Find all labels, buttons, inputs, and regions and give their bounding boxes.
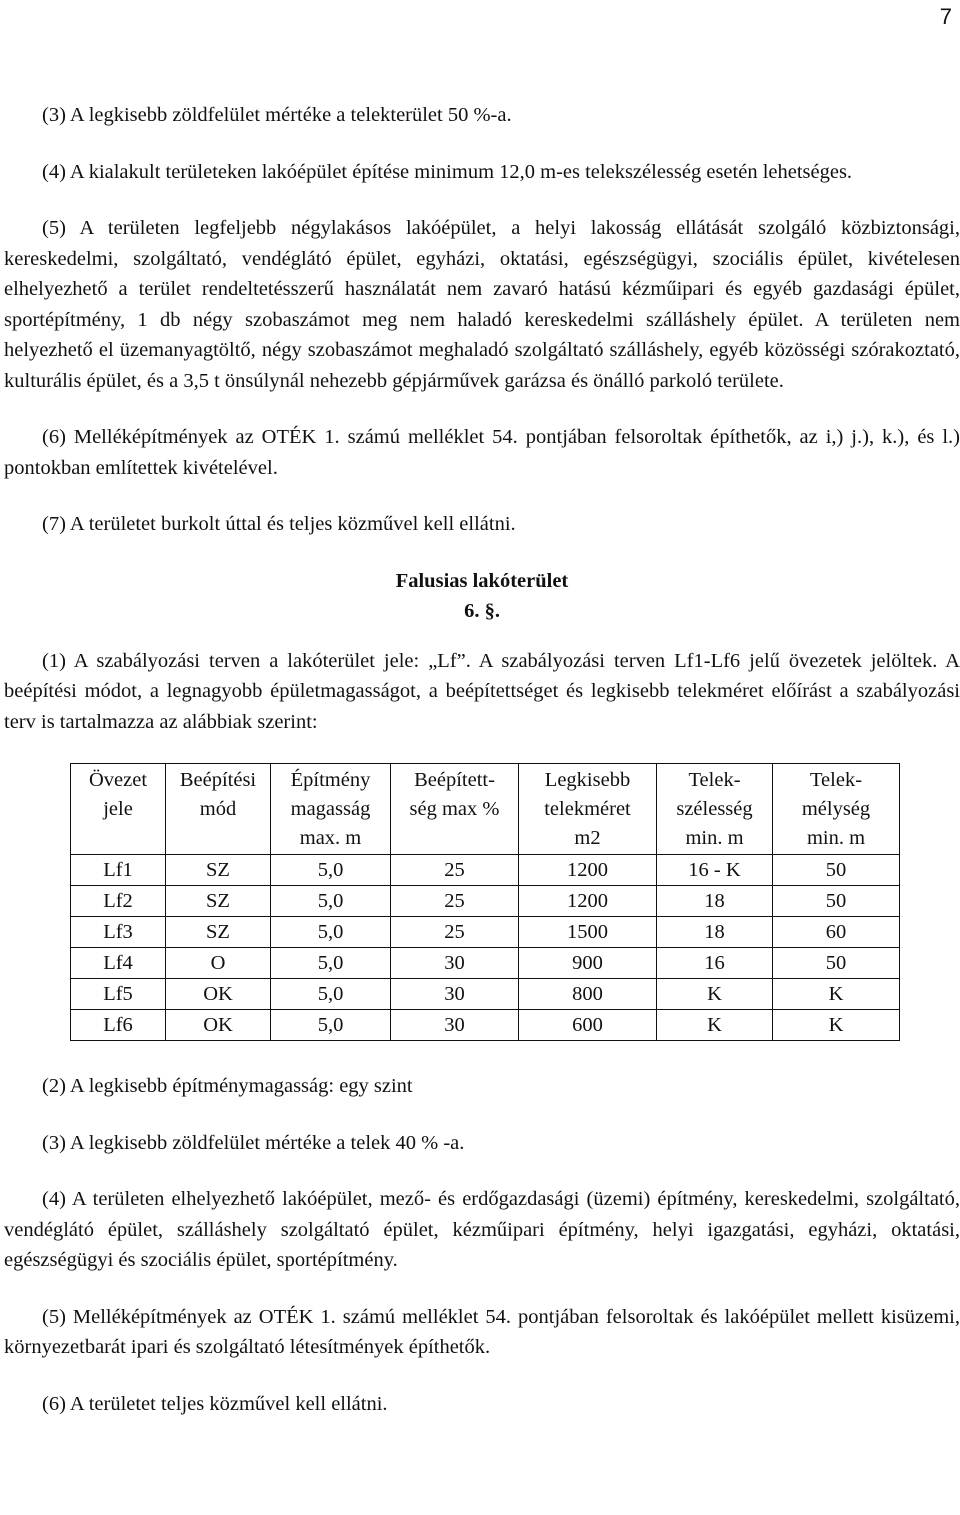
table-cell: SZ <box>166 917 271 948</box>
table-row <box>71 917 900 948</box>
paragraph-4-permitted-buildings: (4) A területen elhelyezhető lakóépület, mező- és erdőgazdasági (üzemi) építmény, kereskedelmi, szolgáltató, vendéglátó épület, szálláshely szolgáltató épület, kézműipari építmény, helyi igazgatási, egyházi, oktatási, egészségügyi és szociális épület, sportépítmény. <box>4 1188 960 1271</box>
table-cell: OK <box>166 1010 271 1041</box>
paragraph-2-min-height: (2) A legkisebb építménymagasság: egy szint <box>42 1075 413 1097</box>
table-cell: 1200 <box>519 855 657 886</box>
table-cell: Lf4 <box>71 948 166 979</box>
header-built-ratio: Beépített- ség max % <box>391 764 519 855</box>
table-cell: 1500 <box>519 917 657 948</box>
paragraph-5-permitted-buildings: (5) A területen legfeljebb négylakásos lakóépület, a helyi lakosság ellátását szolgáló közbiztonsági, kereskedelmi, szolgáltató, vendéglátó épület, egyházi, oktatási, egészségügyi, szociális épület, kivételesen elhelyezhető a terület rendeltetésszerű használatát nem zavaró hatású kézműipari és egyéb gazdasági épület, sportépítmény, 1 db négy szobaszámot meg nem haladó kereskedelmi szálláshely épület. A területen nem helyezhető el üzemanyagtöltő, négy szobaszámot meghaladó szolgáltató szálláshely, egyéb közösségi szórakoztató, kulturális épület, és a 3,5 t önsúlynál nehezebb gépjárművek garázsa és önálló parkoló területe. <box>4 217 960 392</box>
section-title: Falusias lakóterület <box>395 569 569 592</box>
table-cell: 25 <box>391 886 519 917</box>
paragraph-1-zone-intro: (1) A szabályozási terven a lakóterület jele: „Lf”. A szabályozási terven Lf1-Lf6 jelű övezetek jelöltek. A beépítési módot, a legnagyobb épületmagasságot, a beépítettséget és legkisebb telekméret előírást a szabályozási terv is tartalmazza az alábbiak szerint: <box>4 649 960 733</box>
paragraph-3-green-area: (3) A legkisebb zöldfelület mértéke a telekterület 50 %-a. <box>42 104 512 126</box>
table-cell: 18 <box>657 917 773 948</box>
table-cell: 30 <box>391 979 519 1010</box>
table-cell: O <box>166 948 271 979</box>
table-header-row <box>71 764 900 855</box>
table-row <box>71 1010 900 1041</box>
table-cell: K <box>657 1010 773 1041</box>
table-cell: K <box>657 979 773 1010</box>
paragraph-6-utilities: (6) A területet teljes közművel kell ellátni. <box>42 1392 388 1415</box>
table-cell: 800 <box>519 979 657 1010</box>
paragraph-7-utilities: (7) A területet burkolt úttal és teljes közművel kell ellátni. <box>42 513 516 535</box>
table-cell: 5,0 <box>271 979 391 1010</box>
table-cell: 16 <box>657 948 773 979</box>
header-plot-width: Telek- szélesség min. m <box>657 764 773 855</box>
paragraph-4-plot-width: (4) A kialakult területeken lakóépület építése minimum 12,0 m-es telekszélesség esetén lehetséges. <box>42 160 853 183</box>
table-cell: OK <box>166 979 271 1010</box>
table-cell: K <box>773 979 900 1010</box>
table-cell: 30 <box>391 948 519 979</box>
table-cell: 1200 <box>519 886 657 917</box>
table-row <box>71 855 900 886</box>
table-cell: 50 <box>773 948 900 979</box>
table-cell: Lf1 <box>71 855 166 886</box>
paragraph-3-green-area-village: (3) A legkisebb zöldfelület mértéke a telek 40 % -a. <box>42 1131 465 1154</box>
page-number: 7 <box>939 4 952 29</box>
paragraph-5-ancillary-structures: (5) Melléképítmények az OTÉK 1. számú melléklet 54. pontjában felsoroltak és lakóépület mellett kisüzemi, környezetbarát ipari és szolgáltató létesítmények építhetők. <box>4 1305 960 1358</box>
table-cell: SZ <box>166 886 271 917</box>
header-min-plot-size: Legkisebb telekméret m2 <box>519 764 657 855</box>
document-body <box>4 100 960 1419</box>
table-cell: 25 <box>391 917 519 948</box>
table-cell: 18 <box>657 886 773 917</box>
header-building-mode: Beépítési mód <box>166 764 271 855</box>
table-cell: Lf5 <box>71 979 166 1010</box>
section-heading <box>4 566 960 626</box>
table-cell: 5,0 <box>271 1010 391 1041</box>
table-cell: 50 <box>773 886 900 917</box>
zone-regulations-table <box>70 763 900 1041</box>
table-cell: K <box>773 1010 900 1041</box>
table-row <box>71 948 900 979</box>
header-plot-depth: Telek- mélység min. m <box>773 764 900 855</box>
table-cell: 5,0 <box>271 948 391 979</box>
table-cell: 600 <box>519 1010 657 1041</box>
table-cell: SZ <box>166 855 271 886</box>
table-cell: 30 <box>391 1010 519 1041</box>
table-cell: 5,0 <box>271 855 391 886</box>
table-cell: 5,0 <box>271 886 391 917</box>
table-cell: 50 <box>773 855 900 886</box>
table-cell: 5,0 <box>271 917 391 948</box>
table-cell: 60 <box>773 917 900 948</box>
table-cell: Lf6 <box>71 1010 166 1041</box>
table-cell: 16 - K <box>657 855 773 886</box>
section-number: 6. §. <box>464 599 500 622</box>
table-row <box>71 886 900 917</box>
header-building-height: Építmény magasság max. m <box>271 764 391 855</box>
table-cell: 25 <box>391 855 519 886</box>
table-cell: Lf2 <box>71 886 166 917</box>
table-row <box>71 979 900 1010</box>
paragraph-6-ancillary-structures: (6) Melléképítmények az OTÉK 1. számú melléklet 54. pontjában felsoroltak építhetők, az i,) j.), k.), és l.) pontokban említettek kivételével. <box>4 426 960 479</box>
header-zone-code: Övezet jele <box>71 764 166 855</box>
table-cell: Lf3 <box>71 917 166 948</box>
table-cell: 900 <box>519 948 657 979</box>
